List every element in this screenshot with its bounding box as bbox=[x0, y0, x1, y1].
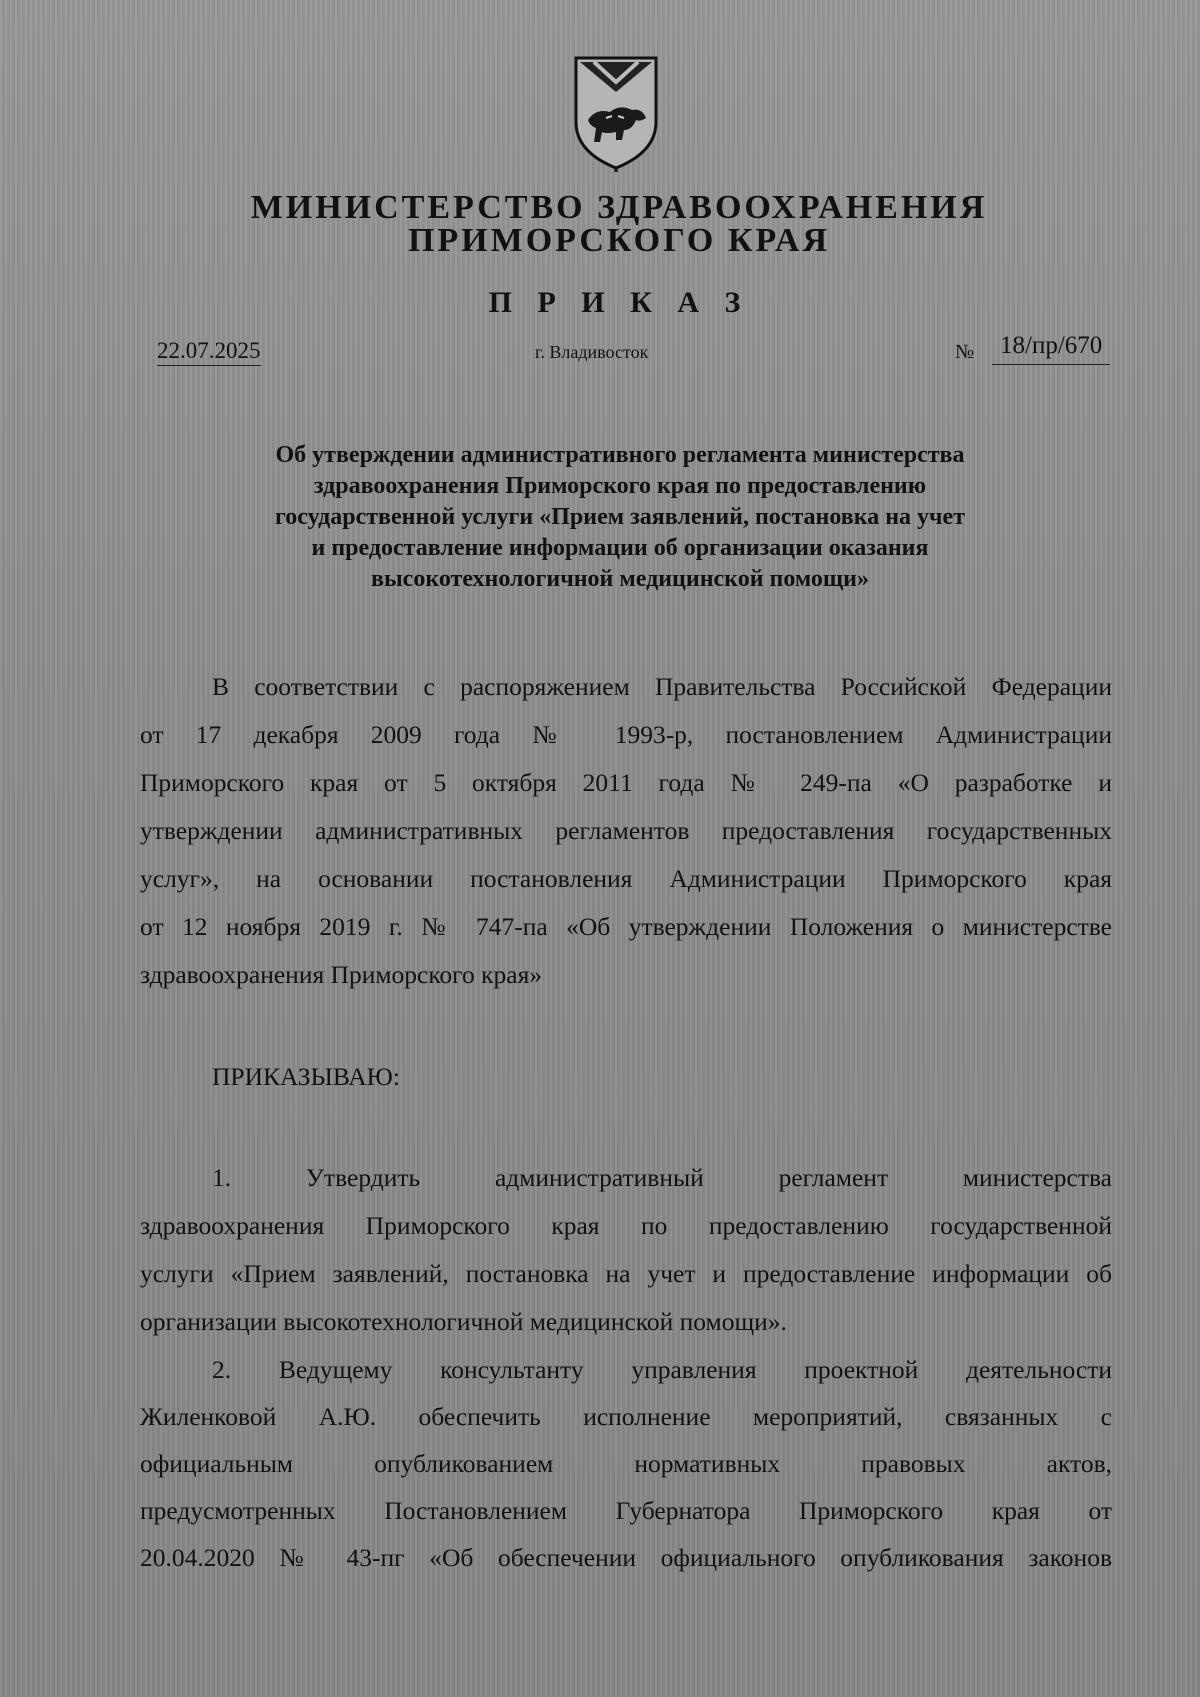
item-line: предусмотренных Постановлением Губернатора Приморского края от bbox=[140, 1496, 1112, 1525]
preamble-paragraph bbox=[140, 663, 1112, 999]
preamble-line: услуг», на основании постановления Администрации Приморского края bbox=[140, 864, 1112, 893]
item-line: официальным опубликованием нормативных правовых актов, bbox=[140, 1449, 1112, 1478]
document-subject bbox=[150, 440, 1090, 595]
subject-line: и предоставление информации об организации оказания bbox=[311, 535, 929, 561]
subject-line: Об утверждении административного регламента министерства bbox=[275, 442, 965, 468]
subject-line: государственной услуги «Прием заявлений, постановка на учет bbox=[275, 504, 965, 530]
item-line: организации высокотехнологичной медицинской помощи». bbox=[140, 1307, 787, 1336]
order-item-1 bbox=[140, 1154, 1112, 1346]
item-line: 2. Ведущему консультанту управления проектной деятельности bbox=[212, 1355, 1112, 1384]
document-date: 22.07.2025 bbox=[157, 338, 261, 366]
document-number: 18/пр/670 bbox=[992, 332, 1110, 365]
document-city: г. Владивосток bbox=[535, 342, 649, 362]
item-line: здравоохранения Приморского края по предоставлению государственной bbox=[140, 1211, 1112, 1240]
preamble-line: В соответствии с распоряжением Правительства Российской Федерации bbox=[212, 672, 1112, 701]
item-line: 20.04.2020 № 43-пг «Об обеспечении официального опубликования законов bbox=[140, 1543, 1112, 1572]
item-line: Жиленковой А.Ю. обеспечить исполнение мероприятий, связанных с bbox=[140, 1402, 1112, 1431]
ministry-name-line1: МИНИСТЕРСТВО ЗДРАВООХРАНЕНИЯ bbox=[250, 189, 988, 226]
preamble-line: от 17 декабря 2009 года № 1993-р, постановлением Администрации bbox=[140, 720, 1112, 749]
subject-line: здравоохранения Приморского края по предоставлению bbox=[313, 473, 927, 499]
preamble-line: здравоохранения Приморского края» bbox=[140, 960, 543, 989]
document-number-label: № bbox=[955, 341, 975, 363]
item-line: 1. Утвердить административный регламент министерства bbox=[212, 1163, 1112, 1192]
subject-line: высокотехнологичной медицинской помощи» bbox=[370, 566, 870, 592]
orders-heading: ПРИКАЗЫВАЮ: bbox=[212, 1062, 400, 1091]
document-meta-row bbox=[0, 332, 1200, 368]
ministry-name-line2: ПРИМОРСКОГО КРАЯ bbox=[407, 222, 831, 259]
preamble-line: от 12 ноября 2019 г. № 747-па «Об утверждении Положения о министерстве bbox=[140, 912, 1112, 941]
coat-of-arms-icon bbox=[566, 52, 666, 172]
order-item-2 bbox=[140, 1346, 1112, 1581]
preamble-line: Приморского края от 5 октября 2011 года № 249-па «О разработке и bbox=[140, 768, 1112, 797]
preamble-line: утверждении административных регламентов предоставления государственных bbox=[140, 816, 1112, 845]
document-type-title: П Р И К А З bbox=[488, 286, 750, 319]
item-line: услуги «Прием заявлений, постановка на учет и предоставление информации об bbox=[140, 1259, 1112, 1288]
